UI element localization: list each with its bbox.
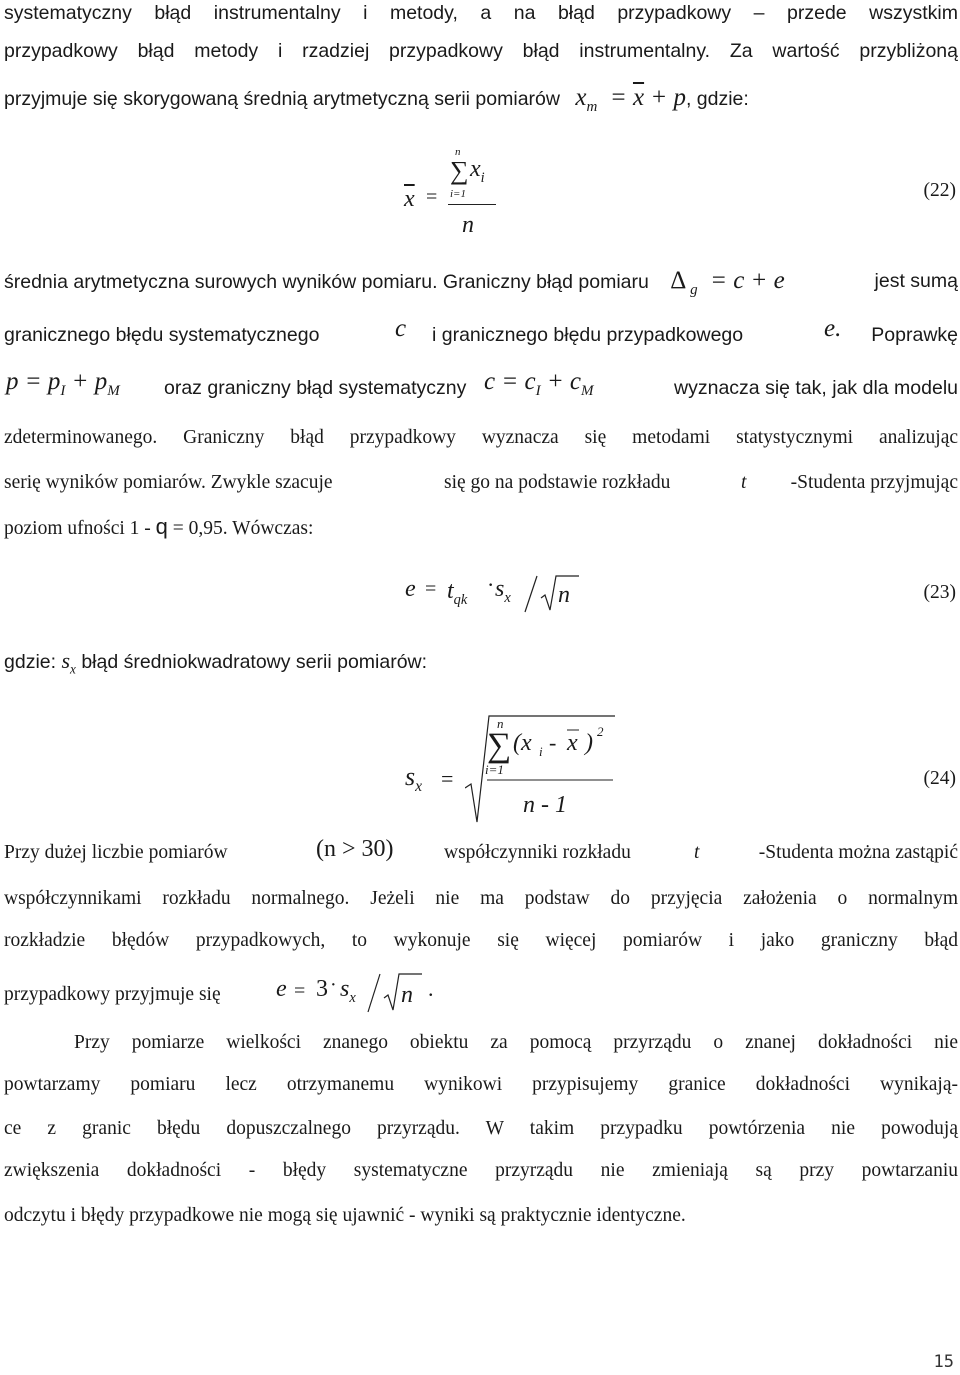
para2-line-3: ce z granic błędu dopuszczalnego przyrządu. W takim przypadku powtórzenia nie powodują <box>4 1118 958 1139</box>
text-line-11-mid: współczynniki rozkładu <box>444 842 631 863</box>
svg-text:n: n <box>558 582 570 608</box>
svg-text:n: n <box>497 716 504 731</box>
sqrt-n-formula-23 <box>521 572 581 614</box>
text-line-8-start: serię wyników pomiarów. Zwykle szacuje <box>4 472 333 493</box>
svg-text:): ) <box>585 730 593 756</box>
symbol-e: e. <box>824 315 842 342</box>
svg-text:n: n <box>401 982 413 1008</box>
text-line-9 <box>4 514 958 542</box>
para2-line-1: Przy pomiarze wielkości znanego obiektu za pomocą przyrządu o znanej dokładności nie <box>74 1032 958 1053</box>
formula-n-gt-30: (n > 30) <box>316 836 394 862</box>
svg-text:i: i <box>539 744 543 759</box>
text-line-8-mid: się go na podstawie rozkładu <box>444 472 671 493</box>
text-line-12: współczynnikami rozkładu normalnego. Jeżeli nie ma podstaw do przyjęcia założenia o normalnym <box>4 888 958 909</box>
text-line-14-start: przypadkowy przyjmuje się <box>4 984 221 1005</box>
text-line-6-end: wyznacza się tak, jak dla modelu <box>674 377 958 399</box>
equation-number-22: (22) <box>923 180 956 201</box>
para2-line-5: odczytu i błędy przypadkowe nie mogą się ujawnić - wyniki są praktycznie identyczne. <box>4 1205 686 1226</box>
page-number: 15 <box>933 1352 954 1372</box>
sqrt-n-line-14 <box>364 970 426 1014</box>
text-line-14 <box>4 974 958 1008</box>
para2-line-4: zwiększenia dokładności - błędy systematyczne przyrządu nie zmieniają są przy powtarzaniu <box>4 1160 958 1181</box>
text-line-13: rozkładzie błędów przypadkowych, to wykonuje się więcej pomiarów i jako graniczny błąd <box>4 930 958 951</box>
text-line-8-t: t <box>741 472 747 493</box>
text-line-11-end: -Studenta można zastąpić <box>758 842 958 863</box>
symbol-sx: $s_x$ <box>61 648 76 677</box>
text-line-4-end: jest sumą <box>874 270 958 292</box>
symbol-c: c <box>395 315 407 342</box>
text-line-10-start: gdzie: <box>4 651 57 673</box>
text-line-1: systematyczny błąd instrumentalny i metody, a na błąd przypadkowy – przede wszystkim <box>4 2 958 24</box>
text-line-5-end: Poprawkę <box>871 324 958 346</box>
text-line-2: przypadkowy błąd metody i rzadziej przypadkowy błąd instrumentalny. Za wartość przybliżoną <box>4 40 958 62</box>
svg-text:(x: (x <box>513 730 532 756</box>
para2-line-2: powtarzamy pomiaru lecz otrzymanemu wynikowi przypisujemy granice dokładności wynikają- <box>4 1074 958 1095</box>
formula-p: $p = p_I + p_M$ <box>6 368 120 399</box>
text-line-3-end: , gdzie: <box>685 88 749 110</box>
text-line-9-one: 1 - <box>129 518 151 539</box>
equation-number-23: (23) <box>923 582 956 603</box>
formula-e-3sx: e = 3 · $s_x$ n . <box>276 974 466 1014</box>
equation-number-24: (24) <box>923 768 956 789</box>
formula-c: $c = c_I + c_M$ <box>484 368 594 399</box>
text-line-10 <box>4 648 958 682</box>
svg-text:2: 2 <box>597 724 604 739</box>
svg-text:i=1: i=1 <box>485 762 504 777</box>
text-line-7: zdeterminowanego. Graniczny błąd przypadkowy wyznacza się metodami statystycznymi analizując <box>4 427 958 448</box>
text-line-8-end: -Studenta przyjmując <box>790 472 958 493</box>
svg-text:∑: ∑ <box>487 727 512 764</box>
equation-22: $\overline{x}$ = n ∑ $x_i$ i=1 n <box>400 148 510 258</box>
sqrt-formula-24 <box>465 708 625 826</box>
svg-text:-: - <box>549 730 557 755</box>
equation-23: e = $t_{qk}$ · $s_x$ n <box>405 572 585 618</box>
svg-text:x: x <box>567 730 578 756</box>
text-line-5-mid: i granicznego błędu przypadkowego <box>432 324 744 346</box>
text-line-4-start: średnia arytmetyczna surowych wyników pomiaru. Graniczny błąd pomiaru <box>4 271 649 293</box>
text-line-3-start: przyjmuje się skorygowaną średnią arytmetyczną serii pomiarów <box>4 88 560 110</box>
text-line-9-q: q <box>155 514 168 539</box>
text-line-6-mid: oraz graniczny błąd systematyczny <box>164 377 467 399</box>
text-line-9-start: poziom ufności <box>4 518 125 539</box>
text-line-9-end: = 0,95. Wówczas: <box>172 518 314 539</box>
text-line-3 <box>4 85 958 120</box>
svg-text:n - 1: n - 1 <box>523 792 567 818</box>
text-line-11-start: Przy dużej liczbie pomiarów <box>4 842 228 863</box>
formula-delta-g: Δ $_g$ = c + e <box>670 267 785 298</box>
equation-24: $s_x$ = n ∑ (x i - x ) 2 i=1 n - 1 <box>405 708 625 828</box>
formula-xm: $x_m = \overline{x} + p$ <box>575 84 686 115</box>
text-line-11-t: t <box>694 842 700 863</box>
text-line-4 <box>4 268 958 303</box>
text-line-10-end: błąd średniokwadratowy serii pomiarów: <box>81 651 428 673</box>
text-line-5-start: granicznego błędu systematycznego <box>4 324 320 346</box>
